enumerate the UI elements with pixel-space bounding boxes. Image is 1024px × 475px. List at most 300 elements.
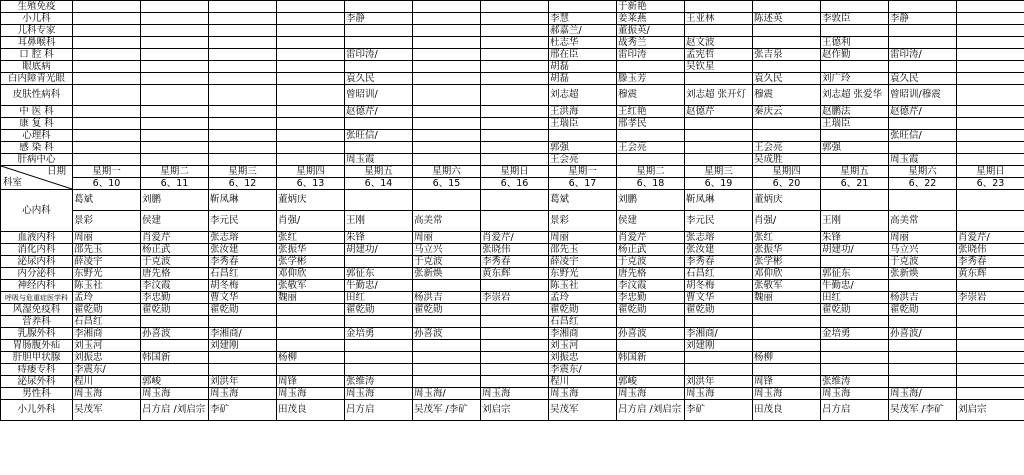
schedule-row <box>1 1 1024 13</box>
doctor-cell <box>753 364 821 376</box>
weekday-header: 星期三 <box>685 166 753 178</box>
doctor-cell: 郭征东 <box>345 268 413 280</box>
doctor-cell: 朱锋 <box>821 232 889 244</box>
doctor-cell <box>277 118 345 130</box>
doctor-cell: 郭强 <box>549 142 617 154</box>
doctor-cell <box>617 316 685 328</box>
doctor-cell: 石昌红 <box>209 268 277 280</box>
doctor-cell: 张维涛 <box>821 376 889 388</box>
doctor-cell: 吕方启 <box>821 400 889 421</box>
doctor-cell: 陈玉社 <box>73 280 141 292</box>
doctor-cell: 周玉海 <box>549 388 617 400</box>
doctor-cell <box>753 1 821 13</box>
schedule-row <box>1 130 1024 142</box>
doctor-cell: 周丽 <box>73 232 141 244</box>
weekday-header: 星期一 <box>73 166 141 178</box>
doctor-cell: 刘洪年 <box>209 376 277 388</box>
doctor-cell <box>889 1 957 13</box>
doctor-cell <box>73 13 141 25</box>
date-header: 6、23 <box>957 178 1024 190</box>
doctor-cell: 雷印涛/ <box>889 49 957 61</box>
doctor-cell: 张旺信/ <box>345 130 413 142</box>
weekday-header: 星期二 <box>617 166 685 178</box>
doctor-cell <box>413 73 481 85</box>
doctor-cell: 程川 <box>73 376 141 388</box>
doctor-cell <box>481 106 549 118</box>
cardiology-row-1 <box>1 190 1024 211</box>
doctor-cell <box>821 130 889 142</box>
doctor-cell <box>141 142 209 154</box>
doctor-cell: 翟乾勋 <box>209 304 277 316</box>
weekday-header: 星期二 <box>141 166 209 178</box>
schedule-row <box>1 400 1024 421</box>
doctor-cell <box>413 316 481 328</box>
doctor-cell <box>957 364 1024 376</box>
doctor-cell <box>73 142 141 154</box>
doctor-cell: 翟乾勋 <box>413 304 481 316</box>
doctor-cell <box>957 49 1024 61</box>
doctor-cell: 唐先格 <box>617 268 685 280</box>
doctor-cell: 邓仰欣 <box>753 268 821 280</box>
doctor-cell <box>957 118 1024 130</box>
doctor-cell: 石昌红 <box>685 268 753 280</box>
doctor-cell: 周玉海 <box>141 388 209 400</box>
schedule-row <box>1 352 1024 364</box>
doctor-cell: 李震东/ <box>73 364 141 376</box>
doctor-cell: 邵先玉 <box>73 244 141 256</box>
doctor-cell: 杜志华 <box>549 37 617 49</box>
doctor-cell <box>753 328 821 340</box>
doctor-cell <box>481 85 549 106</box>
doctor-cell <box>889 61 957 73</box>
doctor-cell <box>685 154 753 166</box>
doctor-cell <box>277 154 345 166</box>
doctor-cell: 张红 <box>277 232 345 244</box>
weekday-row <box>1 166 1024 178</box>
doctor-cell: 张新焕 <box>889 268 957 280</box>
doctor-cell: 刘洪年 <box>685 376 753 388</box>
doctor-cell <box>481 352 549 364</box>
doctor-cell: 牛勤忠/ <box>821 280 889 292</box>
doctor-cell: 张志瑢 <box>209 232 277 244</box>
doctor-cell: 李秀春 <box>957 256 1024 268</box>
corner-date-label: 日期 <box>46 166 66 177</box>
doctor-cell <box>413 85 481 106</box>
doctor-cell: 周玉海 <box>277 388 345 400</box>
date-header: 6、19 <box>685 178 753 190</box>
doctor-cell <box>141 316 209 328</box>
doctor-cell <box>345 1 413 13</box>
dept-cell: 内分泌科 <box>1 268 73 280</box>
doctor-cell <box>685 142 753 154</box>
doctor-cell: 王亚林 <box>685 13 753 25</box>
doctor-cell: 雷印涛 <box>617 49 685 61</box>
doctor-cell <box>957 106 1024 118</box>
doctor-cell: 李矿 <box>209 400 277 421</box>
doctor-cell: 李忠勤 <box>617 292 685 304</box>
doctor-cell <box>345 256 413 268</box>
doctor-cell <box>889 37 957 49</box>
doctor-cell: 黄东辉 <box>481 268 549 280</box>
doctor-cell <box>889 376 957 388</box>
doctor-cell: 赵鹏法 <box>821 106 889 118</box>
dept-cell: 小儿科 <box>1 13 73 25</box>
doctor-cell <box>889 316 957 328</box>
doctor-cell: 张旺信/ <box>889 130 957 142</box>
doctor-cell <box>73 130 141 142</box>
doctor-cell: 唐先格 <box>141 268 209 280</box>
doctor-cell: 李汶霞 <box>617 280 685 292</box>
schedule-row <box>1 73 1024 85</box>
doctor-cell: 邵先玉 <box>549 244 617 256</box>
doctor-cell: 孟玲 <box>549 292 617 304</box>
doctor-cell <box>209 106 277 118</box>
doctor-cell <box>141 118 209 130</box>
weekday-header: 星期四 <box>753 166 821 178</box>
doctor-cell: 王瑞臣 <box>549 118 617 130</box>
schedule-row <box>1 328 1024 340</box>
doctor-cell: 韩国新 <box>141 352 209 364</box>
doctor-cell: 翟乾勋 <box>549 304 617 316</box>
doctor-cell: 周玉海 <box>481 388 549 400</box>
doctor-cell <box>821 1 889 13</box>
doctor-cell: 周玉海/ <box>413 388 481 400</box>
schedule-row <box>1 256 1024 268</box>
doctor-cell: 翟乾勋 <box>685 304 753 316</box>
weekday-header: 星期五 <box>821 166 889 178</box>
doctor-cell: 李汶霞 <box>141 280 209 292</box>
doctor-cell <box>277 364 345 376</box>
doctor-cell <box>889 118 957 130</box>
dept-cell-cardiology: 心内科 <box>1 190 73 232</box>
doctor-cell: 董炳庆 <box>277 190 345 211</box>
doctor-cell: 曾昭训/ <box>345 85 413 106</box>
doctor-cell: 郭峻 <box>617 376 685 388</box>
doctor-cell <box>957 388 1024 400</box>
doctor-cell <box>277 106 345 118</box>
doctor-cell <box>209 130 277 142</box>
cardiology-rows <box>1 190 1024 232</box>
doctor-cell <box>481 280 549 292</box>
doctor-cell <box>753 130 821 142</box>
date-header: 6、22 <box>889 178 957 190</box>
doctor-cell <box>753 61 821 73</box>
doctor-cell: 穆震 <box>753 85 821 106</box>
specialist-rows <box>1 1 1024 166</box>
doctor-cell: 刘建刚 <box>685 340 753 352</box>
doctor-cell <box>957 61 1024 73</box>
doctor-cell: 张汝建 <box>685 244 753 256</box>
doctor-cell <box>209 1 277 13</box>
doctor-cell <box>481 154 549 166</box>
doctor-cell <box>277 61 345 73</box>
doctor-cell <box>209 25 277 37</box>
doctor-cell <box>481 211 549 232</box>
doctor-cell <box>753 37 821 49</box>
doctor-cell <box>141 37 209 49</box>
dept-cell: 乳腺外科 <box>1 328 73 340</box>
doctor-cell <box>413 61 481 73</box>
doctor-cell <box>141 130 209 142</box>
doctor-cell <box>481 25 549 37</box>
doctor-cell <box>73 85 141 106</box>
dept-cell: 消化内科 <box>1 244 73 256</box>
doctor-cell <box>617 364 685 376</box>
doctor-cell: 张学彬 <box>753 256 821 268</box>
doctor-cell <box>73 154 141 166</box>
weekday-header: 星期三 <box>209 166 277 178</box>
doctor-cell: 东野光 <box>73 268 141 280</box>
doctor-cell: 曹文华 <box>209 292 277 304</box>
doctor-cell: 靳凤琳 <box>685 190 753 211</box>
doctor-cell: 程川 <box>549 376 617 388</box>
doctor-cell <box>209 316 277 328</box>
doctor-cell <box>73 25 141 37</box>
doctor-cell <box>141 25 209 37</box>
doctor-cell <box>957 154 1024 166</box>
doctor-cell <box>345 352 413 364</box>
doctor-cell <box>277 73 345 85</box>
doctor-cell: 李忠勤 <box>141 292 209 304</box>
date-row <box>1 178 1024 190</box>
schedule-row <box>1 292 1024 304</box>
doctor-cell <box>141 154 209 166</box>
doctor-cell: 于克波 <box>617 256 685 268</box>
doctor-cell <box>481 118 549 130</box>
doctor-cell <box>753 304 821 316</box>
doctor-cell <box>481 142 549 154</box>
doctor-cell: 李元民 <box>685 211 753 232</box>
doctor-cell: 郭强 <box>821 142 889 154</box>
doctor-cell: 景彩 <box>73 211 141 232</box>
doctor-cell <box>957 352 1024 364</box>
doctor-cell: 孙喜波 <box>617 328 685 340</box>
doctor-cell: 侯建 <box>617 211 685 232</box>
doctor-cell: 王红艳 <box>617 106 685 118</box>
doctor-cell <box>481 340 549 352</box>
doctor-cell: 胡冬梅 <box>209 280 277 292</box>
doctor-cell: 穆震 <box>617 85 685 106</box>
doctor-cell: 李慧 <box>549 13 617 25</box>
doctor-cell: 李矿 <box>685 400 753 421</box>
doctor-cell <box>821 352 889 364</box>
doctor-cell <box>345 316 413 328</box>
doctor-cell: 杨柳 <box>277 352 345 364</box>
doctor-cell <box>277 316 345 328</box>
doctor-cell: 李湘商/ <box>209 328 277 340</box>
weekday-header: 星期四 <box>277 166 345 178</box>
doctor-cell <box>821 154 889 166</box>
doctor-cell: 孙喜波 <box>141 328 209 340</box>
doctor-cell: 肖爱芹/ <box>957 232 1024 244</box>
dept-cell: 中 医 科 <box>1 106 73 118</box>
doctor-cell <box>277 304 345 316</box>
doctor-cell: 李敦臣 <box>821 13 889 25</box>
doctor-cell: 肖爱芹 <box>617 232 685 244</box>
doctor-cell <box>141 49 209 61</box>
doctor-cell <box>481 190 549 211</box>
doctor-cell <box>73 73 141 85</box>
doctor-cell <box>413 1 481 13</box>
doctor-cell <box>957 328 1024 340</box>
doctor-cell: 魏丽 <box>753 292 821 304</box>
dept-cell: 小儿外科 <box>1 400 73 421</box>
doctor-cell <box>889 280 957 292</box>
doctor-cell <box>957 13 1024 25</box>
doctor-cell <box>73 49 141 61</box>
doctor-cell: 吴钦星 <box>685 61 753 73</box>
doctor-cell: 刘广玲 <box>821 73 889 85</box>
doctor-cell: 孟宪哲 <box>685 49 753 61</box>
doctor-cell: 于克波 <box>889 256 957 268</box>
doctor-cell <box>345 190 413 211</box>
doctor-cell: 张振华 <box>753 244 821 256</box>
doctor-cell <box>413 118 481 130</box>
doctor-cell: 周锋 <box>753 376 821 388</box>
doctor-cell <box>141 85 209 106</box>
doctor-cell <box>209 73 277 85</box>
doctor-cell <box>413 376 481 388</box>
doctor-cell: 战秀兰 <box>617 37 685 49</box>
doctor-cell: 张新焕 <box>413 268 481 280</box>
doctor-cell <box>481 73 549 85</box>
doctor-cell: 胡磊 <box>549 73 617 85</box>
doctor-cell <box>73 61 141 73</box>
doctor-cell <box>277 25 345 37</box>
doctor-cell: 李静 <box>345 13 413 25</box>
doctor-cell <box>141 364 209 376</box>
doctor-cell: 周玉海 <box>685 388 753 400</box>
doctor-cell <box>141 13 209 25</box>
date-header: 6、16 <box>481 178 549 190</box>
doctor-cell <box>413 37 481 49</box>
doctor-cell <box>209 13 277 25</box>
date-header: 6、15 <box>413 178 481 190</box>
doctor-cell: 朱锋 <box>345 232 413 244</box>
doctor-cell <box>481 304 549 316</box>
doctor-cell: 郭峻 <box>141 376 209 388</box>
dept-cell: 口 腔 科 <box>1 49 73 61</box>
doctor-cell: 周玉海 <box>821 388 889 400</box>
doctor-cell: 袁久民 <box>753 73 821 85</box>
doctor-cell <box>141 340 209 352</box>
doctor-cell <box>481 364 549 376</box>
doctor-cell: 刘振忠 <box>549 352 617 364</box>
doctor-cell: 刘启宗 <box>957 400 1024 421</box>
doctor-cell: 邓仰欣 <box>277 268 345 280</box>
doctor-cell: 吴茂军 <box>73 400 141 421</box>
doctor-cell <box>957 340 1024 352</box>
doctor-cell <box>821 340 889 352</box>
doctor-cell: 王会亮 <box>753 142 821 154</box>
doctor-cell: 胡冬梅 <box>685 280 753 292</box>
doctor-cell <box>481 13 549 25</box>
schedule-row <box>1 388 1024 400</box>
doctor-cell <box>685 73 753 85</box>
doctor-cell <box>413 190 481 211</box>
corner-header-cell <box>1 166 73 190</box>
weekday-header: 星期日 <box>481 166 549 178</box>
doctor-cell <box>413 142 481 154</box>
weekday-header: 星期日 <box>957 166 1024 178</box>
doctor-cell <box>549 130 617 142</box>
doctor-cell <box>481 1 549 13</box>
doctor-cell: 石昌红 <box>549 316 617 328</box>
doctor-cell: 周玉海 <box>753 388 821 400</box>
doctor-cell: 陈述英 <box>753 13 821 25</box>
weekday-header: 星期六 <box>413 166 481 178</box>
doctor-cell: 赵作勤 <box>821 49 889 61</box>
doctor-cell: 刘启宗 <box>481 400 549 421</box>
doctor-cell: 田茂良 <box>753 400 821 421</box>
dept-cell: 痔瘘专科 <box>1 364 73 376</box>
doctor-cell <box>685 1 753 13</box>
doctor-cell: 周玉海 <box>617 388 685 400</box>
doctor-cell: 刘志超 张爱华 <box>821 85 889 106</box>
doctor-cell: 韩国新 <box>617 352 685 364</box>
doctor-cell: 王德利 <box>821 37 889 49</box>
doctor-cell: 于克波 <box>413 256 481 268</box>
doctor-cell: 张维涛 <box>345 376 413 388</box>
doctor-cell: 金培勇 <box>821 328 889 340</box>
doctor-cell <box>957 376 1024 388</box>
doctor-cell <box>345 364 413 376</box>
doctor-cell <box>889 25 957 37</box>
doctor-cell: 杨洪吉 <box>413 292 481 304</box>
doctor-cell: 王刚 <box>821 211 889 232</box>
doctor-cell <box>753 316 821 328</box>
doctor-cell <box>617 130 685 142</box>
doctor-cell <box>617 61 685 73</box>
doctor-cell: 李秀春 <box>481 256 549 268</box>
doctor-cell: 刘志超 <box>549 85 617 106</box>
doctor-cell: 王刚 <box>345 211 413 232</box>
doctor-cell: 邢孝民 <box>617 118 685 130</box>
doctor-cell: 吴成胜 <box>753 154 821 166</box>
doctor-cell <box>277 130 345 142</box>
dept-cell: 儿科专家 <box>1 25 73 37</box>
doctor-cell: 雷印涛/ <box>345 49 413 61</box>
doctor-cell <box>209 49 277 61</box>
doctor-cell <box>345 61 413 73</box>
doctor-cell <box>957 37 1024 49</box>
doctor-cell: 张志瑢 <box>685 232 753 244</box>
date-header: 6、20 <box>753 178 821 190</box>
doctor-cell: 牛勤忠/ <box>345 280 413 292</box>
doctor-cell: 袁久民 <box>345 73 413 85</box>
doctor-cell <box>481 61 549 73</box>
doctor-cell <box>753 25 821 37</box>
doctor-cell: 王会亮 <box>549 154 617 166</box>
doctor-cell <box>889 364 957 376</box>
date-header: 6、13 <box>277 178 345 190</box>
doctor-cell <box>481 376 549 388</box>
doctor-cell: 王洪海 <box>549 106 617 118</box>
doctor-cell: 周玉海 <box>209 388 277 400</box>
doctor-cell <box>413 25 481 37</box>
doctor-cell: 姜莱燕 <box>617 13 685 25</box>
doctor-cell <box>685 352 753 364</box>
doctor-cell <box>141 1 209 13</box>
doctor-cell <box>957 85 1024 106</box>
doctor-cell: 刘志超 张开灯 <box>685 85 753 106</box>
doctor-cell: 李湘商/ <box>685 328 753 340</box>
doctor-cell: 吴茂军 /李矿 <box>413 400 481 421</box>
doctor-cell <box>209 352 277 364</box>
doctor-cell: 张晓伟 <box>481 244 549 256</box>
doctor-cell: 葛斌 <box>73 190 141 211</box>
doctor-cell: 周玉海 <box>345 388 413 400</box>
